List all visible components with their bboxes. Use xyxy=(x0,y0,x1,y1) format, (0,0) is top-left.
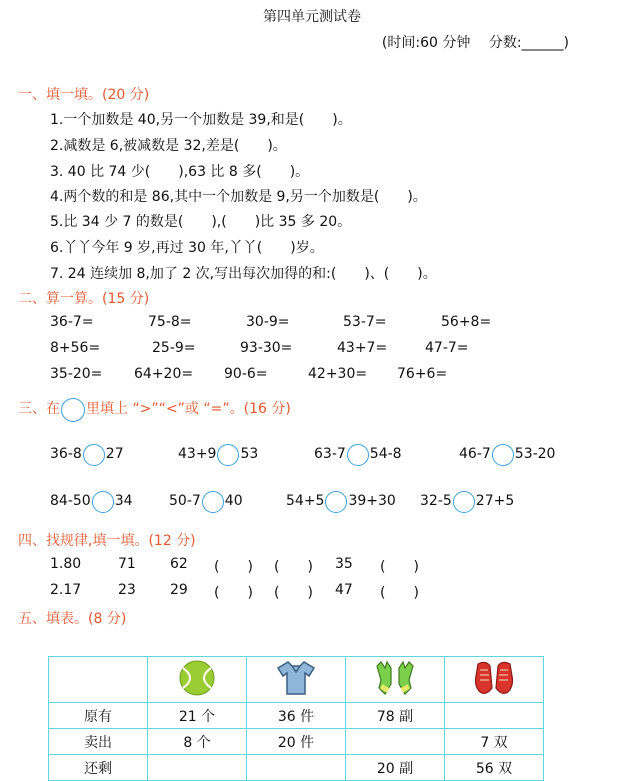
fill-table xyxy=(48,656,544,781)
calc-item: 53-7= xyxy=(343,314,387,330)
table-cell: 20 副 xyxy=(346,755,445,781)
section2-title: 二、算一算。(15 分) xyxy=(18,291,150,307)
calc-item: 76+6= xyxy=(397,366,448,382)
compare-right: 40 xyxy=(224,493,243,509)
calc-item: 43+7= xyxy=(337,340,388,356)
compare-circle[interactable] xyxy=(347,444,369,466)
compare-circle[interactable] xyxy=(202,491,224,513)
calc-item: 64+20= xyxy=(134,366,194,382)
pattern-blank: ( ) xyxy=(380,559,419,575)
compare-left: 63-7 xyxy=(314,446,346,462)
calc-item: 47-7= xyxy=(425,340,469,356)
table-row xyxy=(49,703,544,729)
question-4: 4.两个数的和是 86,其中一个加数是 9,另一个加数是( )。 xyxy=(50,189,427,205)
section3-title-prefix: 三、在 xyxy=(18,401,60,417)
calc-item: 42+30= xyxy=(308,366,368,382)
question-6: 6.丫丫今年 9 岁,再过 30 年,丫丫( )岁。 xyxy=(50,240,324,256)
compare-item xyxy=(314,444,402,466)
calc-item: 75-8= xyxy=(148,314,192,330)
table-cell xyxy=(346,657,445,703)
pattern-value: 29 xyxy=(170,582,188,598)
row-label: 原有 xyxy=(49,703,148,729)
compare-left: 43+9 xyxy=(178,446,217,462)
pattern-value: 47 xyxy=(335,582,353,598)
table-row xyxy=(49,729,544,755)
shoes-icon xyxy=(470,658,518,698)
table-cell xyxy=(346,729,445,755)
table-cell: 20 件 xyxy=(247,729,346,755)
table-cell xyxy=(445,657,544,703)
compare-right: 34 xyxy=(114,493,133,509)
table-cell: 21 个 xyxy=(148,703,247,729)
table-cell: 56 双 xyxy=(445,755,544,781)
section3-title xyxy=(18,398,291,422)
calc-item: 36-7= xyxy=(50,314,94,330)
table-cell xyxy=(148,755,247,781)
pattern-value: 2.17 xyxy=(50,582,82,598)
row-label: 卖出 xyxy=(49,729,148,755)
pattern-blank: ( ) xyxy=(214,585,253,601)
table-cell: 7 双 xyxy=(445,729,544,755)
pattern-value: 35 xyxy=(335,556,353,572)
compare-item xyxy=(178,444,258,466)
compare-left: 46-7 xyxy=(459,446,491,462)
table-cell xyxy=(445,703,544,729)
calc-item: 8+56= xyxy=(50,340,101,356)
pattern-blank: ( ) xyxy=(274,585,313,601)
compare-right: 53-20 xyxy=(514,446,556,462)
pattern-blank: ( ) xyxy=(380,585,419,601)
pattern-value: 71 xyxy=(118,556,136,572)
table-cell xyxy=(148,657,247,703)
section5-title: 五、填表。(8 分) xyxy=(18,611,127,627)
compare-item xyxy=(50,444,124,466)
gloves-icon xyxy=(371,658,419,698)
circle-blank-icon xyxy=(61,398,85,422)
compare-circle[interactable] xyxy=(217,444,239,466)
compare-item xyxy=(50,491,133,513)
compare-circle[interactable] xyxy=(453,491,475,513)
compare-right: 54-8 xyxy=(369,446,402,462)
compare-left: 84-50 xyxy=(50,493,91,509)
compare-left: 54+5 xyxy=(286,493,325,509)
pattern-blank: ( ) xyxy=(274,559,313,575)
compare-item xyxy=(420,491,514,513)
calc-item: 93-30= xyxy=(240,340,293,356)
compare-item xyxy=(459,444,555,466)
compare-left: 32-5 xyxy=(420,493,452,509)
question-3: 3. 40 比 74 少( ),63 比 8 多( )。 xyxy=(50,164,310,180)
pattern-value: 1.80 xyxy=(50,556,82,572)
compare-right: 27+5 xyxy=(475,493,515,509)
pattern-blank: ( ) xyxy=(214,559,253,575)
compare-left: 36-8 xyxy=(50,446,82,462)
pattern-value: 23 xyxy=(118,582,136,598)
table-cell: 78 副 xyxy=(346,703,445,729)
compare-item xyxy=(286,491,396,513)
compare-right: 27 xyxy=(105,446,124,462)
section3-title-suffix: 里填上 “>”“<”或 “=”。(16 分) xyxy=(86,401,291,417)
compare-circle[interactable] xyxy=(492,444,514,466)
table-cell: 36 件 xyxy=(247,703,346,729)
question-7: 7. 24 连续加 8,加了 2 次,写出每次加得的和:( )、( )。 xyxy=(50,266,437,282)
compare-circle[interactable] xyxy=(92,491,114,513)
pattern-value: 62 xyxy=(170,556,188,572)
table-cell: 8 个 xyxy=(148,729,247,755)
calc-item: 56+8= xyxy=(441,314,492,330)
compare-right: 53 xyxy=(240,446,259,462)
table-row xyxy=(49,755,544,781)
compare-left: 50-7 xyxy=(169,493,201,509)
calc-item: 35-20= xyxy=(50,366,103,382)
question-2: 2.减数是 6,被减数是 32,差是( )。 xyxy=(50,138,287,154)
tennis-ball-icon xyxy=(177,658,217,698)
row-label: 还剩 xyxy=(49,755,148,781)
calc-item: 90-6= xyxy=(224,366,268,382)
question-1: 1.一个加数是 40,另一个加数是 39,和是( )。 xyxy=(50,112,352,128)
time-score-info: (时间:60 分钟 分数:______) xyxy=(381,35,569,51)
compare-item xyxy=(169,491,243,513)
table-cell xyxy=(247,755,346,781)
compare-circle[interactable] xyxy=(325,491,347,513)
section1-title: 一、填一填。(20 分) xyxy=(18,87,150,103)
shirt-icon xyxy=(274,658,318,698)
table-corner-cell xyxy=(49,657,148,703)
pattern-row xyxy=(0,582,624,602)
page-title: 第四单元测试卷 xyxy=(263,9,361,25)
pattern-row xyxy=(0,556,624,576)
question-5: 5.比 34 少 7 的数是( ),( )比 35 多 20。 xyxy=(50,214,352,230)
table-cell xyxy=(247,657,346,703)
compare-circle[interactable] xyxy=(83,444,105,466)
calc-item: 30-9= xyxy=(246,314,290,330)
compare-right: 39+30 xyxy=(348,493,396,509)
calc-item: 25-9= xyxy=(152,340,196,356)
section4-title: 四、找规律,填一填。(12 分) xyxy=(18,533,196,549)
table-header-row xyxy=(49,657,544,703)
